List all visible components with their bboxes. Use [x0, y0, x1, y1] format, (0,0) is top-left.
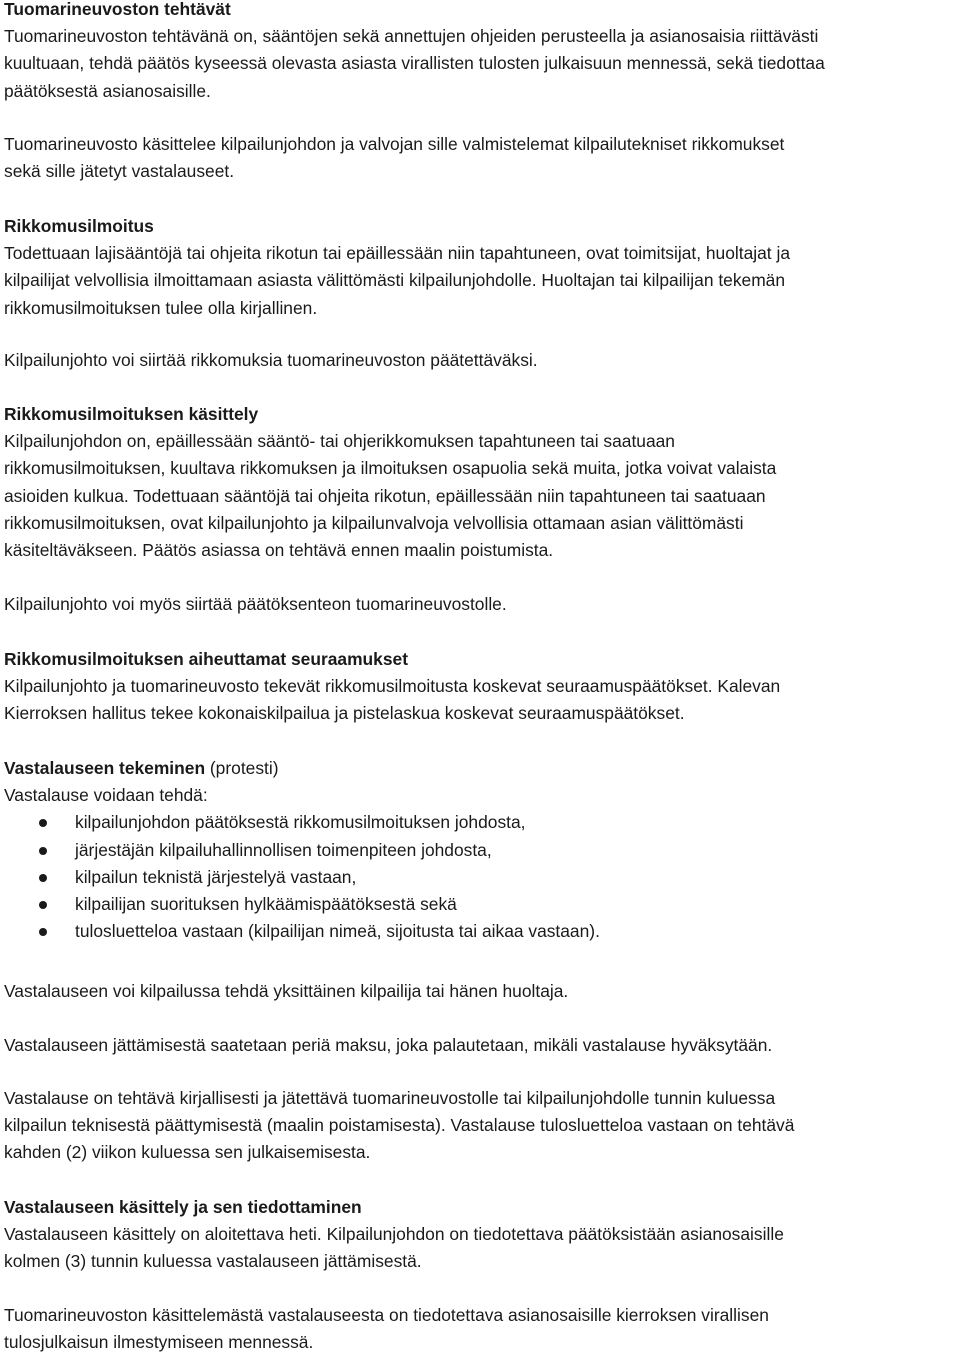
paragraph	[4, 1221, 956, 1275]
paragraph	[4, 240, 956, 322]
text-line: kilpailijat velvollisia ilmoittamaan asiasta välittömästi kilpailunjohdolle. Huoltajan tai kilpailijan tekemän	[4, 270, 786, 291]
section-heading	[4, 755, 956, 782]
section-rikkomusilmoituksen-kasittely	[4, 401, 956, 564]
text-line: Tuomarineuvosto käsittelee kilpailunjohdon ja valvojan sille valmistelemat kilpailutekniset rikkomukset	[4, 134, 785, 154]
heading-bold-text: Vastalauseen tekeminen	[4, 758, 206, 778]
paragraph: Vastalauseen voi kilpailussa tehdä yksittäinen kilpailija tai hänen huoltaja.	[4, 981, 569, 1001]
text-line: Vastalause on tehtävä kirjallisesti ja jätettävä tuomarineuvostolle tai kilpailunjohdolle tunnin kuluessa	[4, 1088, 776, 1108]
paragraph	[4, 428, 956, 564]
text-line: tulosjulkaisun ilmestymiseen mennessä.	[4, 1332, 314, 1353]
list-item: kilpailijan suorituksen hylkäämispäätöksestä sekä	[4, 891, 956, 918]
paragraph-block	[4, 347, 956, 374]
section-tuomarineuvoston-tehtavat	[4, 0, 956, 105]
list-intro: Vastalause voidaan tehdä:	[4, 785, 208, 806]
section-vastalauseen-kasittely	[4, 1194, 956, 1276]
list-item: kilpailunjohdon päätöksestä rikkomusilmoituksen johdosta,	[4, 809, 956, 836]
text-line: rikkomusilmoituksen, kuultava rikkomuksen ja ilmoituksen osapuolia sekä muita, jotka voivat valaista	[4, 458, 777, 479]
text-line: kolmen (3) tunnin kuluessa vastalauseen jättämisestä.	[4, 1251, 422, 1272]
paragraph	[4, 673, 956, 727]
list-item: tulosluetteloa vastaan (kilpailijan nimeä, sijoitusta tai aikaa vastaan).	[4, 918, 956, 945]
section-heading: Rikkomusilmoitus	[4, 216, 154, 236]
section-heading: Rikkomusilmoituksen aiheuttamat seuraamukset	[4, 649, 408, 669]
paragraph: Kilpailunjohto voi siirtää rikkomuksia tuomarineuvoston päätettäväksi.	[4, 350, 538, 370]
paragraph	[4, 23, 956, 105]
paragraph-block	[4, 591, 956, 618]
text-line: Tuomarineuvoston käsittelemästä vastalauseesta on tiedotettava asianosaisille kierroksen virallisen	[4, 1305, 769, 1325]
text-line: Kilpailunjohto ja tuomarineuvosto tekevät rikkomusilmoitusta koskevat seuraamuspäätökset. Kalevan	[4, 676, 781, 697]
text-line: Tuomarineuvoston tehtävänä on, sääntöjen sekä annettujen ohjeiden perusteella ja asianosaisia riittävästi	[4, 26, 819, 47]
section-heading: Vastalauseen käsittely ja sen tiedottaminen	[4, 1197, 362, 1217]
text-line: rikkomusilmoituksen, ovat kilpailunjohto ja kilpailunvalvoja velvollisia ottamaan asian välittömästi	[4, 512, 744, 533]
paragraph: Vastalauseen jättämisestä saatetaan periä maksu, joka palautetaan, mikäli vastalause hyväksytään.	[4, 1035, 773, 1055]
text-line: Kilpailunjohdon on, epäillessään sääntö- tai ohjerikkomuksen tapahtuneen tai saatuaan	[4, 431, 675, 452]
text-line: asioiden kulkua. Todettuaan sääntöjä tai ohjeita rikotun, epäillessään niin tapahtuneen tai saatuaan	[4, 485, 766, 506]
section-heading: Tuomarineuvoston tehtävät	[4, 0, 231, 19]
text-line: Vastalauseen käsittely on aloitettava heti. Kilpailunjohdon on tiedotettava päätöksistään asianosaisille	[4, 1224, 784, 1245]
text-line: Todettuaan lajisääntöjä tai ohjeita rikotun tai epäillessään niin tapahtuneen, ovat toimitsijat, huoltajat ja	[4, 243, 790, 264]
text-line: käsiteltäväkseen. Päätös asiassa on tehtävä ennen maalin poistumista.	[4, 540, 554, 561]
section-seuraamukset	[4, 646, 956, 728]
text-line: Kierroksen hallitus tekee kokonaiskilpailua ja pistelaskua koskevat seuraamuspäätökset.	[4, 703, 685, 724]
paragraph-block	[4, 1302, 956, 1356]
heading-suffix: (protesti)	[205, 758, 279, 778]
text-line: rikkomusilmoituksen tulee olla kirjallinen.	[4, 297, 318, 318]
list-item: järjestäjän kilpailuhallinnollisen toimenpiteen johdosta,	[4, 837, 956, 864]
list-item: kilpailun teknistä järjestelyä vastaan,	[4, 864, 956, 891]
section-rikkomusilmoitus	[4, 213, 956, 322]
paragraph-block	[4, 1085, 956, 1167]
bullet-list	[4, 809, 956, 945]
paragraph: Kilpailunjohto voi myös siirtää päätöksenteon tuomarineuvostolle.	[4, 594, 507, 614]
paragraph	[4, 1085, 956, 1167]
paragraph	[4, 131, 956, 185]
text-line: sekä sille jätetyt vastalauseet.	[4, 161, 235, 182]
text-line: päätöksestä asianosaisille.	[4, 80, 211, 101]
paragraph-block	[4, 1032, 956, 1059]
text-line: kuultuaan, tehdä päätös kyseessä olevasta asiasta virallisten tulosten julkaisuun mennessä, sekä tiedottaa	[4, 53, 825, 74]
section-vastalauseen-tekeminen	[4, 755, 956, 945]
paragraph-block	[4, 131, 956, 185]
text-line: kahden (2) viikon kuluessa sen julkaisemisesta.	[4, 1142, 371, 1163]
paragraph	[4, 1302, 956, 1356]
section-heading: Rikkomusilmoituksen käsittely	[4, 404, 259, 424]
paragraph-block	[4, 978, 956, 1005]
text-line: kilpailun teknisestä päättymisestä (maalin poistamisesta). Vastalause tulosluetteloa vastaan on tehtävä	[4, 1115, 795, 1136]
